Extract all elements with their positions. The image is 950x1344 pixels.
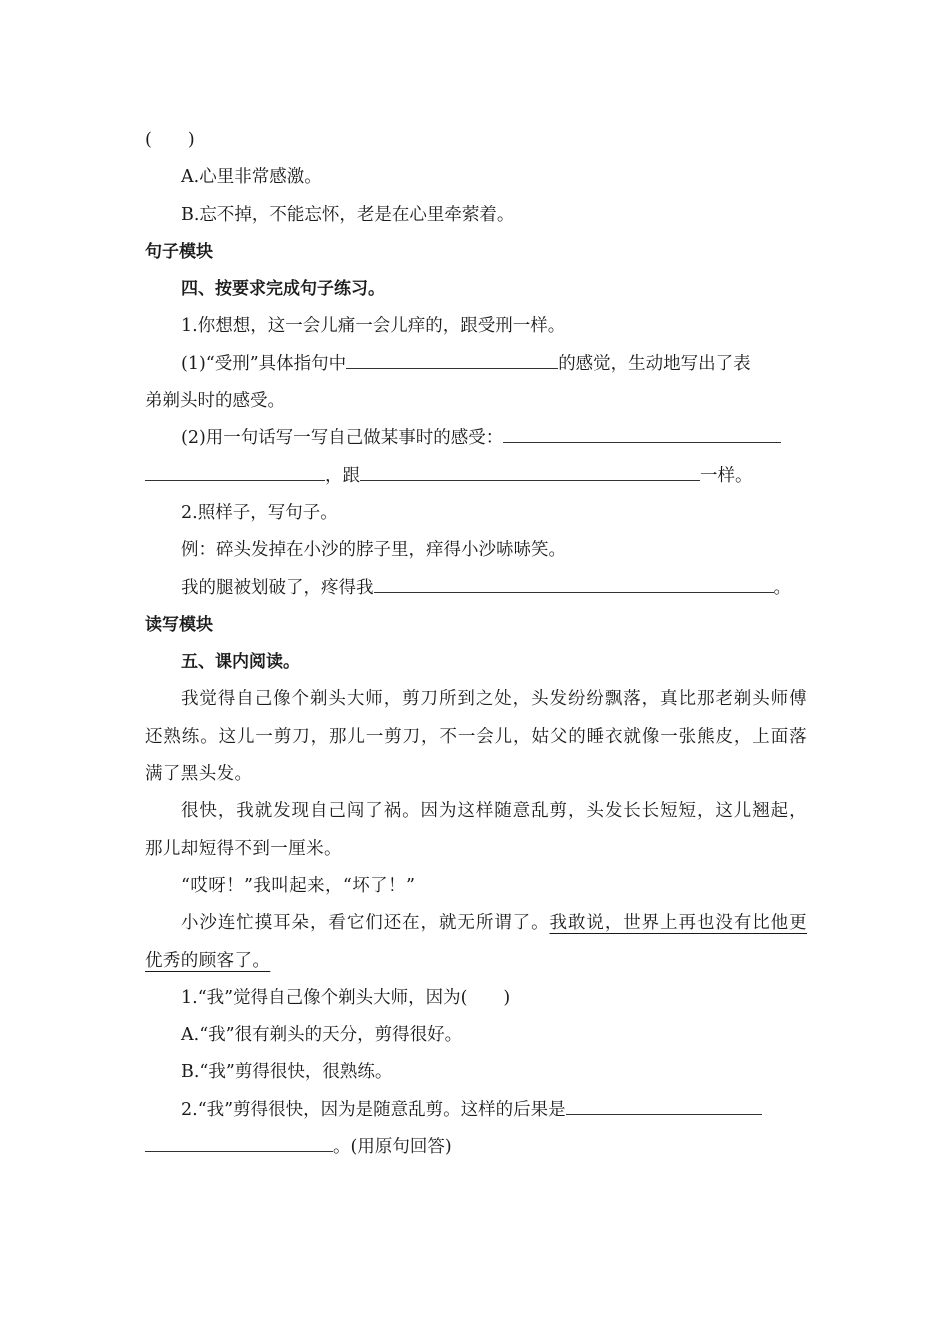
worksheet-page (145, 122, 807, 1166)
s5-option-a: A.“我”很有剃头的天分，剪得很好。 (181, 1025, 463, 1046)
option-b: B.忘不掉，不能忘怀，老是在心里牵萦着。 (181, 204, 515, 225)
answer-blank[interactable] (145, 1129, 333, 1152)
s4-example: 例：碎头发掉在小沙的脖子里，痒得小沙哧哧笑。 (181, 540, 566, 561)
passage-paragraph-1: 我觉得自己像个剃头大师，剪刀所到之处，头发纷纷飘落，真比那老剃头师傅还熟练。这儿一剪刀，那儿一剪刀，不一会儿，姑父的睡衣就像一张熊皮，上面落满了黑头发。 (145, 689, 807, 785)
s5-question-1: 1.“我”觉得自己像个剃头大师，因为( ) (181, 987, 511, 1008)
section-four-title: 四、按要求完成句子练习。 (181, 279, 385, 300)
s4-question-1: 1.你想想，这一会儿痛一会儿痒的，跟受刑一样。 (181, 316, 566, 337)
s4-question-2: 2.照样子，写句子。 (181, 502, 338, 523)
answer-blank[interactable] (503, 420, 781, 443)
s5-question-2: 2.“我”剪得很快，因为是随意乱剪。这样的后果是 (145, 1092, 807, 1129)
option-a: A.心里非常感激。 (181, 167, 322, 188)
passage-paragraph-4: 小沙连忙摸耳朵，看它们还在，就无所谓了。我敢说，世界上再也没有比他更优秀的顾客了。 (145, 913, 807, 971)
question-answer-bracket: ( ) (145, 130, 195, 150)
answer-blank[interactable] (566, 1092, 762, 1115)
s4-question-1-2-continued: ，跟 一样。 (145, 458, 807, 495)
s4-question-1-2: (2)用一句话写一写自己做某事时的感受： (145, 420, 807, 457)
s5-question-2-continued: 。(用原句回答) (145, 1129, 807, 1166)
s4-question-1-1: (1)“受刑”具体指句中 的感觉，生动地写出了表 (145, 346, 807, 383)
module-heading-reading: 读写模块 (145, 614, 213, 635)
passage-paragraph-2: 很快，我就发现自己闯了祸。因为这样随意乱剪，头发长长短短，这儿翘起，那儿却短得不到一厘米。 (145, 801, 807, 859)
answer-blank[interactable] (145, 458, 325, 481)
s5-option-b: B.“我”剪得很快，很熟练。 (181, 1062, 393, 1083)
module-heading-sentence: 句子模块 (145, 241, 213, 262)
s4-question-2-answer: 我的腿被划破了，疼得我 。 (145, 570, 807, 607)
answer-blank[interactable] (374, 570, 774, 593)
s4-question-1-1-continued: 弟剃头时的感受。 (145, 391, 285, 412)
passage-paragraph-3: “哎呀！”我叫起来，“坏了！” (181, 875, 416, 896)
answer-blank[interactable] (360, 458, 700, 481)
underlined-sentence: 我敢说，世界上再也没有比他更优秀的顾客了。 (145, 913, 807, 971)
answer-blank[interactable] (346, 346, 558, 369)
section-five-title: 五、课内阅读。 (181, 652, 300, 673)
